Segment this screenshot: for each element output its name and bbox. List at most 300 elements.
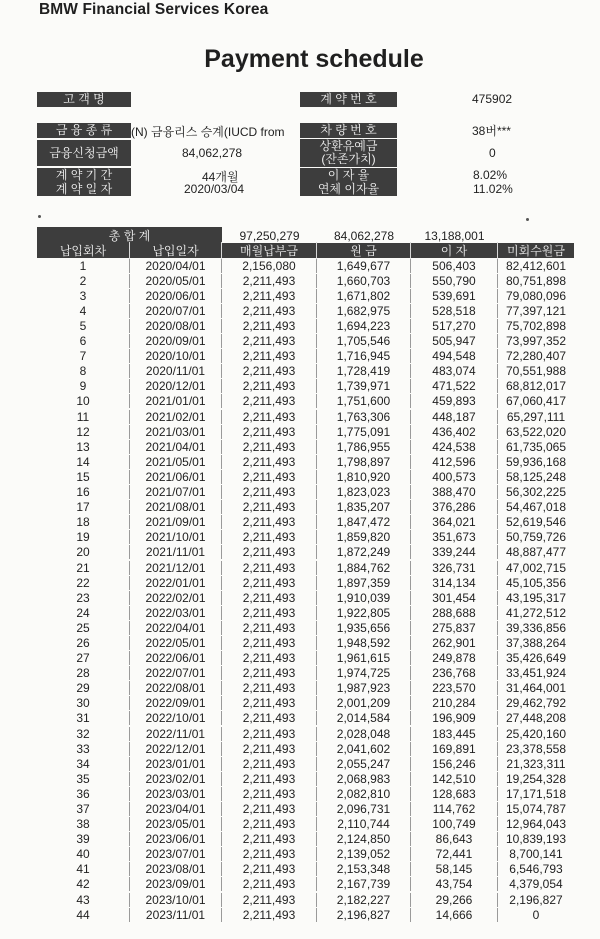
cell-interest: 43,754 (411, 877, 498, 891)
col-principal: 원 금 (317, 242, 411, 259)
cell-principal: 1,974,725 (317, 666, 411, 680)
cell-monthly-payment: 2,211,493 (222, 379, 317, 393)
cell-remaining-principal: 8,700,141 (509, 847, 563, 862)
cell-payment-date: 2020/11/01 (130, 364, 222, 378)
cell-interest: 351,673 (411, 530, 498, 544)
cell-principal: 1,884,762 (317, 561, 411, 575)
payment-schedule-table (37, 229, 574, 922)
period-label: 계 약 기 간 (37, 168, 131, 182)
cell-principal: 2,001,209 (317, 696, 411, 710)
cell-payment-date: 2022/07/01 (130, 666, 222, 680)
cell-interest: 459,893 (411, 394, 498, 408)
cell-remaining-principal: 12,964,043 (505, 817, 567, 832)
contract-no-label: 계 약 번 호 (300, 92, 397, 107)
cell-monthly-payment: 2,211,493 (222, 561, 317, 575)
cell-principal: 2,028,048 (317, 727, 411, 741)
total-monthly-payment: 97,250,279 (222, 229, 317, 244)
cell-remaining-principal: 0 (532, 907, 540, 922)
cell-installment-no: 32 (37, 727, 130, 741)
table-row (37, 756, 574, 771)
cell-interest: 506,403 (411, 259, 498, 273)
cell-remaining-principal: 72,280,407 (505, 349, 567, 364)
amount-value: 84,062,278 (182, 146, 243, 160)
cell-installment-no: 15 (37, 470, 130, 484)
cell-remaining-principal: 50,759,726 (505, 530, 567, 545)
cell-principal: 1,810,920 (317, 470, 411, 484)
table-row (37, 575, 574, 590)
table-row (37, 424, 574, 439)
cell-payment-date: 2022/10/01 (130, 711, 222, 725)
cell-principal: 2,196,827 (317, 908, 411, 922)
cell-installment-no: 39 (37, 832, 130, 846)
cell-payment-date: 2021/05/01 (130, 455, 222, 469)
cell-monthly-payment: 2,211,493 (222, 591, 317, 605)
cell-payment-date: 2021/08/01 (130, 500, 222, 514)
cell-interest: 210,284 (411, 696, 498, 710)
cell-payment-date: 2021/04/01 (130, 440, 222, 454)
cell-payment-date: 2021/12/01 (130, 561, 222, 575)
cell-remaining-principal: 79,080,096 (505, 288, 567, 303)
cell-payment-date: 2021/09/01 (130, 515, 222, 529)
cell-installment-no: 2 (37, 274, 130, 288)
table-row (37, 666, 574, 681)
cell-installment-no: 12 (37, 425, 130, 439)
cell-remaining-principal: 47,002,715 (505, 560, 567, 575)
contract-no-value: 475902 (472, 92, 513, 106)
cell-payment-date: 2023/04/01 (130, 802, 222, 816)
table-row (37, 832, 574, 847)
cell-payment-date: 2020/06/01 (130, 289, 222, 303)
cell-payment-date: 2022/09/01 (130, 696, 222, 710)
cell-interest: 550,790 (411, 274, 498, 288)
cell-installment-no: 17 (37, 500, 130, 514)
table-row (37, 379, 574, 394)
cell-installment-no: 5 (37, 319, 130, 333)
cell-interest: 388,470 (411, 485, 498, 499)
cell-remaining-principal: 70,551,988 (505, 364, 567, 379)
cell-remaining-principal: 80,751,898 (505, 273, 567, 288)
cell-payment-date: 2022/01/01 (130, 576, 222, 590)
cell-monthly-payment: 2,211,493 (222, 394, 317, 408)
date-value: 2020/03/04 (184, 182, 245, 196)
cell-payment-date: 2023/06/01 (130, 832, 222, 846)
cell-principal: 1,872,249 (317, 545, 411, 559)
cell-principal: 1,694,223 (317, 319, 411, 333)
cell-monthly-payment: 2,211,493 (222, 364, 317, 378)
period-value: 44개월 (202, 170, 239, 184)
cell-installment-no: 30 (37, 696, 130, 710)
cell-principal: 1,897,359 (317, 576, 411, 590)
cell-monthly-payment: 2,211,493 (222, 681, 317, 695)
cell-monthly-payment: 2,211,493 (222, 908, 317, 922)
cell-monthly-payment: 2,211,493 (222, 289, 317, 303)
cell-principal: 2,110,744 (317, 817, 411, 831)
col-installment-no: 납입회차 (37, 242, 130, 259)
cell-interest: 262,901 (411, 636, 498, 650)
cell-interest: 471,522 (411, 379, 498, 393)
col-payment-date: 납입일자 (130, 242, 222, 259)
cell-interest: 400,573 (411, 470, 498, 484)
cell-payment-date: 2021/03/01 (130, 425, 222, 439)
cell-installment-no: 14 (37, 455, 130, 469)
cell-monthly-payment: 2,211,493 (222, 877, 317, 891)
cell-interest: 448,187 (411, 410, 498, 424)
cell-remaining-principal: 52,619,546 (505, 515, 567, 530)
company-name: BMW Financial Services Korea (39, 1, 269, 18)
cell-monthly-payment: 2,211,493 (222, 832, 317, 846)
cell-payment-date: 2021/01/01 (130, 394, 222, 408)
cell-remaining-principal: 58,125,248 (505, 469, 567, 484)
col-remaining-principal: 미회수원금 (507, 244, 565, 259)
cell-principal: 1,935,656 (317, 621, 411, 635)
cell-monthly-payment: 2,211,493 (222, 817, 317, 831)
total-principal: 84,062,278 (317, 229, 411, 244)
cell-payment-date: 2020/04/01 (130, 259, 222, 273)
cell-remaining-principal: 10,839,193 (505, 832, 567, 847)
cell-interest: 301,454 (411, 591, 498, 605)
cell-payment-date: 2022/11/01 (130, 727, 222, 741)
cell-interest: 14,666 (411, 908, 498, 922)
totals-label: 총 합 계 (37, 227, 222, 245)
late-interest-value: 11.02% (473, 182, 513, 196)
cell-interest: 539,691 (411, 289, 498, 303)
cell-interest: 29,266 (411, 893, 498, 907)
cell-payment-date: 2022/08/01 (130, 681, 222, 695)
cell-monthly-payment: 2,211,493 (222, 757, 317, 771)
cell-remaining-principal: 73,997,352 (505, 334, 567, 349)
cell-remaining-principal: 45,105,356 (505, 575, 567, 590)
cell-remaining-principal: 37,388,264 (505, 635, 567, 650)
cell-payment-date: 2020/09/01 (130, 334, 222, 348)
cell-interest: 183,445 (411, 727, 498, 741)
cell-monthly-payment: 2,211,493 (222, 742, 317, 756)
date-label: 계 약 일 자 (37, 182, 131, 196)
cell-monthly-payment: 2,211,493 (222, 847, 317, 861)
cell-monthly-payment: 2,211,493 (222, 772, 317, 786)
cell-installment-no: 16 (37, 485, 130, 499)
cell-monthly-payment: 2,211,493 (222, 334, 317, 348)
table-row (37, 469, 574, 484)
cell-principal: 2,082,810 (317, 787, 411, 801)
col-monthly-payment: 매월납부금 (222, 242, 317, 259)
cell-interest: 236,768 (411, 666, 498, 680)
cell-principal: 1,649,677 (317, 259, 411, 273)
cell-installment-no: 38 (37, 817, 130, 831)
cell-interest: 339,244 (411, 545, 498, 559)
cell-principal: 1,786,955 (317, 440, 411, 454)
cell-installment-no: 21 (37, 561, 130, 575)
cell-principal: 2,139,052 (317, 847, 411, 861)
cell-installment-no: 20 (37, 545, 130, 559)
cell-installment-no: 1 (37, 259, 130, 273)
table-row (37, 515, 574, 530)
cell-installment-no: 31 (37, 711, 130, 725)
cell-remaining-principal: 29,462,792 (505, 696, 567, 711)
cell-principal: 2,167,739 (317, 877, 411, 891)
cell-remaining-principal: 77,397,121 (505, 303, 567, 318)
cell-principal: 2,096,731 (317, 802, 411, 816)
cell-principal: 1,705,546 (317, 334, 411, 348)
cell-payment-date: 2021/06/01 (130, 470, 222, 484)
cell-interest: 326,731 (411, 561, 498, 575)
table-row (37, 817, 574, 832)
cell-interest: 86,643 (411, 832, 498, 846)
cell-payment-date: 2023/07/01 (130, 847, 222, 861)
table-row (37, 500, 574, 515)
cell-remaining-principal: 59,936,168 (505, 454, 567, 469)
cell-interest: 288,688 (411, 606, 498, 620)
cell-monthly-payment: 2,211,493 (222, 470, 317, 484)
cell-payment-date: 2023/03/01 (130, 787, 222, 801)
scan-dot (38, 215, 41, 218)
cell-remaining-principal: 35,426,649 (505, 651, 567, 666)
table-row (37, 620, 574, 635)
late-interest-label: 연체 이자율 (300, 182, 397, 196)
cell-installment-no: 25 (37, 621, 130, 635)
cell-monthly-payment: 2,211,493 (222, 862, 317, 876)
cell-interest: 412,596 (411, 455, 498, 469)
cell-monthly-payment: 2,211,493 (222, 802, 317, 816)
cell-principal: 2,182,227 (317, 893, 411, 907)
vehicle-no-value: 38버*** (472, 124, 511, 138)
amount-label: 금융신청금액 (37, 140, 131, 166)
cell-payment-date: 2020/05/01 (130, 274, 222, 288)
cell-interest: 314,134 (411, 576, 498, 590)
cell-principal: 1,961,615 (317, 651, 411, 665)
cell-interest: 364,021 (411, 515, 498, 529)
table-row (37, 454, 574, 469)
cell-interest: 169,891 (411, 742, 498, 756)
cell-installment-no: 33 (37, 742, 130, 756)
table-row (37, 439, 574, 454)
table-row (37, 651, 574, 666)
cell-installment-no: 27 (37, 651, 130, 665)
cell-principal: 1,751,600 (317, 394, 411, 408)
table-row (37, 605, 574, 620)
table-row (37, 711, 574, 726)
table-row (37, 681, 574, 696)
cell-monthly-payment: 2,211,493 (222, 500, 317, 514)
table-row (37, 530, 574, 545)
cell-remaining-principal: 61,735,065 (505, 439, 567, 454)
residual-label (300, 139, 397, 167)
cell-installment-no: 42 (37, 877, 130, 891)
table-row (37, 635, 574, 650)
cell-installment-no: 40 (37, 847, 130, 861)
cell-monthly-payment: 2,211,493 (222, 319, 317, 333)
cell-principal: 1,728,419 (317, 364, 411, 378)
cell-principal: 2,014,584 (317, 711, 411, 725)
cell-remaining-principal: 39,336,856 (505, 620, 567, 635)
interest-value: 8.02% (473, 168, 508, 182)
table-row (37, 545, 574, 560)
cell-remaining-principal: 21,323,311 (506, 756, 566, 771)
cell-remaining-principal: 65,297,111 (506, 409, 566, 424)
cell-principal: 1,835,207 (317, 500, 411, 514)
scan-dot (526, 218, 529, 221)
table-body (37, 258, 574, 922)
cell-payment-date: 2020/10/01 (130, 349, 222, 363)
cell-remaining-principal: 2,196,827 (509, 892, 563, 907)
cell-interest: 424,538 (411, 440, 498, 454)
cell-remaining-principal: 15,074,787 (505, 802, 567, 817)
cell-remaining-principal: 31,464,001 (505, 681, 567, 696)
cell-monthly-payment: 2,211,493 (222, 485, 317, 499)
cell-interest: 142,510 (411, 772, 498, 786)
cell-interest: 72,441 (411, 847, 498, 861)
cell-remaining-principal: 75,702,898 (505, 319, 567, 334)
residual-value: 0 (489, 146, 496, 160)
cell-payment-date: 2022/03/01 (130, 606, 222, 620)
cell-interest: 114,762 (411, 802, 498, 816)
table-row (37, 862, 574, 877)
table-row (37, 786, 574, 801)
table-row (37, 409, 574, 424)
cell-installment-no: 10 (37, 394, 130, 408)
table-row (37, 696, 574, 711)
cell-principal: 1,775,091 (317, 425, 411, 439)
cell-principal: 1,716,945 (317, 349, 411, 363)
cell-installment-no: 11 (37, 410, 130, 424)
cell-interest: 436,402 (411, 425, 498, 439)
residual-label-line1: 상환유예금 (319, 139, 378, 154)
cell-monthly-payment: 2,211,493 (222, 666, 317, 680)
cell-monthly-payment: 2,211,493 (222, 711, 317, 725)
vehicle-no-label: 차 량 번 호 (300, 123, 397, 138)
cell-principal: 1,682,975 (317, 304, 411, 318)
cell-payment-date: 2023/09/01 (130, 877, 222, 891)
cell-monthly-payment: 2,211,493 (222, 576, 317, 590)
cell-installment-no: 44 (37, 908, 130, 922)
cell-interest: 128,683 (411, 787, 498, 801)
cell-monthly-payment: 2,211,493 (222, 727, 317, 741)
cell-remaining-principal: 68,812,017 (505, 379, 567, 394)
cell-installment-no: 35 (37, 772, 130, 786)
cell-principal: 2,041,602 (317, 742, 411, 756)
cell-monthly-payment: 2,211,493 (222, 545, 317, 559)
total-interest: 13,188,001 (411, 229, 498, 244)
table-row (37, 318, 574, 333)
cell-remaining-principal: 23,378,558 (505, 741, 567, 756)
cell-installment-no: 9 (37, 379, 130, 393)
table-row (37, 560, 574, 575)
cell-payment-date: 2023/10/01 (130, 893, 222, 907)
cell-interest: 156,246 (411, 757, 498, 771)
cell-principal: 1,910,039 (317, 591, 411, 605)
cell-payment-date: 2020/12/01 (130, 379, 222, 393)
cell-installment-no: 6 (37, 334, 130, 348)
table-row (37, 801, 574, 816)
cell-installment-no: 34 (37, 757, 130, 771)
product-value: (N) 금융리스 승계(IUCD from (131, 125, 285, 139)
cell-principal: 1,739,971 (317, 379, 411, 393)
table-row (37, 590, 574, 605)
cell-remaining-principal: 48,887,477 (505, 545, 567, 560)
cell-principal: 1,987,923 (317, 681, 411, 695)
table-row (37, 892, 574, 907)
cell-interest: 223,570 (411, 681, 498, 695)
cell-interest: 505,947 (411, 334, 498, 348)
cell-installment-no: 43 (37, 893, 130, 907)
cell-installment-no: 29 (37, 681, 130, 695)
table-row (37, 349, 574, 364)
cell-interest: 100,749 (411, 817, 498, 831)
cell-principal: 1,660,703 (317, 274, 411, 288)
cell-installment-no: 26 (37, 636, 130, 650)
cell-interest: 196,909 (411, 711, 498, 725)
page-title: Payment schedule (204, 45, 424, 73)
cell-installment-no: 8 (37, 364, 130, 378)
cell-principal: 1,671,802 (317, 289, 411, 303)
customer-label: 고 객 명 (37, 92, 131, 107)
cell-installment-no: 3 (37, 289, 130, 303)
cell-payment-date: 2022/12/01 (130, 742, 222, 756)
table-row (37, 258, 574, 273)
table-row (37, 907, 574, 922)
cell-remaining-principal: 17,171,518 (505, 786, 567, 801)
cell-payment-date: 2021/02/01 (130, 410, 222, 424)
cell-monthly-payment: 2,211,493 (222, 515, 317, 529)
table-row (37, 394, 574, 409)
cell-principal: 1,798,897 (317, 455, 411, 469)
cell-remaining-principal: 19,254,328 (505, 771, 567, 786)
totals-row (37, 229, 574, 243)
cell-payment-date: 2023/08/01 (130, 862, 222, 876)
cell-monthly-payment: 2,211,493 (222, 696, 317, 710)
cell-monthly-payment: 2,211,493 (222, 410, 317, 424)
cell-monthly-payment: 2,156,080 (222, 259, 317, 273)
cell-remaining-principal: 33,451,924 (505, 666, 567, 681)
cell-installment-no: 22 (37, 576, 130, 590)
table-row (37, 726, 574, 741)
cell-monthly-payment: 2,211,493 (222, 606, 317, 620)
col-interest: 이 자 (411, 242, 498, 259)
cell-principal: 1,948,592 (317, 636, 411, 650)
table-row (37, 303, 574, 318)
cell-payment-date: 2021/11/01 (130, 545, 222, 559)
cell-installment-no: 36 (37, 787, 130, 801)
cell-principal: 1,763,306 (317, 410, 411, 424)
cell-remaining-principal: 4,379,054 (509, 877, 563, 892)
cell-installment-no: 24 (37, 606, 130, 620)
cell-principal: 2,153,348 (317, 862, 411, 876)
cell-remaining-principal: 82,412,601 (505, 258, 567, 273)
cell-monthly-payment: 2,211,493 (222, 651, 317, 665)
cell-payment-date: 2023/11/01 (130, 908, 222, 922)
cell-installment-no: 13 (37, 440, 130, 454)
cell-interest: 528,518 (411, 304, 498, 318)
cell-interest: 275,837 (411, 621, 498, 635)
cell-remaining-principal: 54,467,018 (505, 500, 567, 515)
cell-payment-date: 2023/01/01 (130, 757, 222, 771)
cell-remaining-principal: 56,302,225 (505, 485, 567, 500)
cell-interest: 517,270 (411, 319, 498, 333)
cell-monthly-payment: 2,211,493 (222, 636, 317, 650)
table-header (37, 243, 574, 258)
cell-payment-date: 2023/05/01 (130, 817, 222, 831)
table-row (37, 288, 574, 303)
cell-principal: 1,823,023 (317, 485, 411, 499)
cell-installment-no: 41 (37, 862, 130, 876)
cell-principal: 2,068,983 (317, 772, 411, 786)
table-row (37, 847, 574, 862)
cell-remaining-principal: 25,420,160 (505, 726, 567, 741)
cell-interest: 494,548 (411, 349, 498, 363)
cell-remaining-principal: 41,272,512 (505, 605, 567, 620)
product-label: 금 융 종 류 (37, 123, 131, 138)
cell-payment-date: 2020/07/01 (130, 304, 222, 318)
cell-payment-date: 2020/08/01 (130, 319, 222, 333)
